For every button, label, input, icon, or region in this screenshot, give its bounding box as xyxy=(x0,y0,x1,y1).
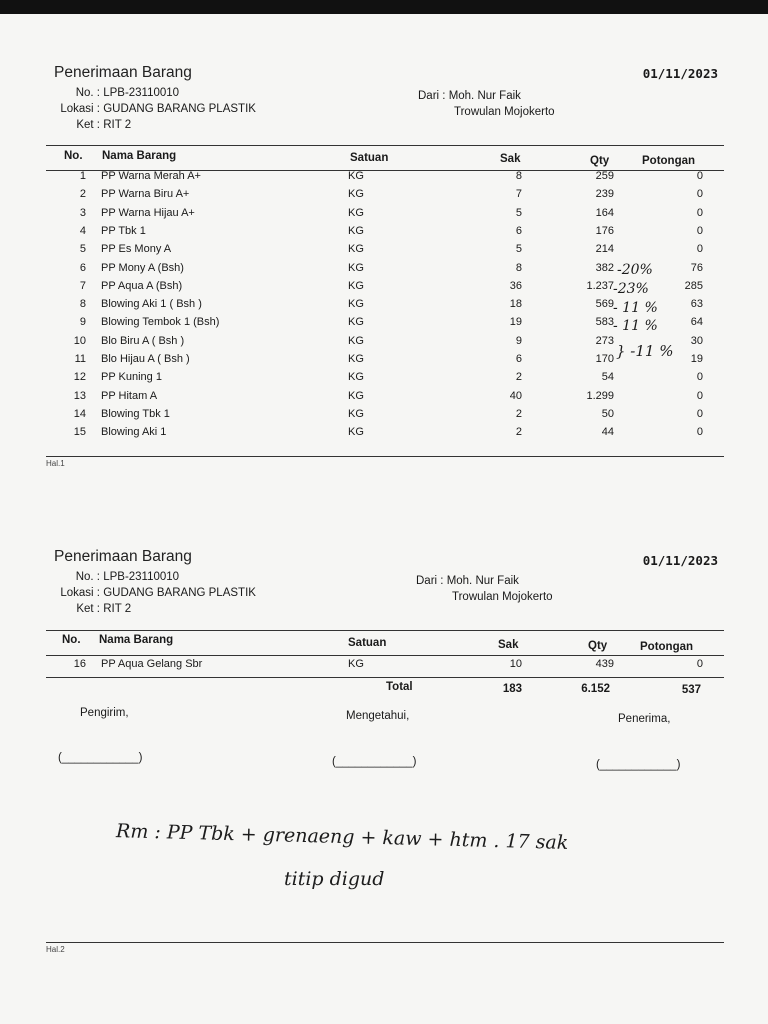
ket-label: Ket : xyxy=(76,119,100,131)
item-potongan: 76 xyxy=(690,261,703,274)
item-sak: 2 xyxy=(515,371,522,384)
item-name: PP Warna Biru A+ xyxy=(101,188,190,201)
item-name: PP Mony A (Bsh) xyxy=(101,261,184,274)
row-number: 4 xyxy=(79,224,86,237)
col-sak-header-page2: Sak xyxy=(498,639,519,651)
item-name: PP Aqua A (Bsh) xyxy=(101,279,183,292)
row-number: 16 xyxy=(73,658,86,670)
item-qty: 44 xyxy=(601,426,614,439)
item-potongan: 64 xyxy=(690,316,703,329)
item-unit: KG xyxy=(348,279,364,292)
signature-penerima-label: Penerima, xyxy=(618,713,671,725)
item-sak: 19 xyxy=(509,316,522,329)
signature-mengetahui-line: (____________) xyxy=(332,756,417,768)
item-qty: 239 xyxy=(595,188,614,201)
lokasi-value: GUDANG BARANG PLASTIK xyxy=(103,103,256,115)
item-qty: 214 xyxy=(595,243,614,256)
item-unit: KG xyxy=(348,389,364,402)
row-number: 15 xyxy=(73,426,86,439)
item-sak: 7 xyxy=(515,188,522,201)
item-qty: 54 xyxy=(601,371,614,384)
row-number: 2 xyxy=(79,188,86,201)
item-qty: 569 xyxy=(595,298,614,311)
row-number: 10 xyxy=(73,334,86,347)
item-qty: 1.299 xyxy=(586,389,614,402)
item-name: PP Es Mony A xyxy=(101,243,172,256)
row-number: 5 xyxy=(79,243,86,256)
item-sak: 40 xyxy=(509,389,522,402)
item-unit: KG xyxy=(348,334,364,347)
row-number: 11 xyxy=(74,353,86,365)
row-number: 3 xyxy=(79,206,86,219)
item-unit: KG xyxy=(348,426,364,439)
document-title: Penerimaan Barang xyxy=(54,64,192,81)
item-sak: 2 xyxy=(515,426,522,439)
item-potongan: 19 xyxy=(690,353,703,365)
row-number: 14 xyxy=(73,407,86,420)
item-unit: KG xyxy=(348,407,364,420)
item-name: Blowing Tbk 1 xyxy=(101,407,170,420)
item-potongan: 0 xyxy=(696,170,703,182)
item-unit: KG xyxy=(348,206,364,219)
item-sak: 2 xyxy=(515,407,522,420)
item-unit: KG xyxy=(348,243,364,256)
item-sak: 36 xyxy=(509,279,522,292)
item-name: PP Hitam A xyxy=(101,389,158,402)
ket-value-page2: RIT 2 xyxy=(103,603,132,615)
no-label-page2: No. : xyxy=(75,571,100,583)
col-no-header-page2: No. xyxy=(62,634,81,646)
item-qty: 583 xyxy=(595,316,614,329)
dari-label: Dari : xyxy=(418,90,446,102)
header-left-block-page2 xyxy=(46,569,256,617)
document-date: 01/11/2023 xyxy=(642,66,718,81)
item-potongan: 285 xyxy=(684,279,703,292)
item-qty: 164 xyxy=(595,206,614,219)
item-potongan: 30 xyxy=(690,334,703,347)
col-qty-header-page2: Qty xyxy=(588,640,608,652)
item-sak: 8 xyxy=(515,170,522,182)
item-sak: 10 xyxy=(509,658,522,670)
page1-footer: Hal.1 xyxy=(46,459,65,468)
item-name: PP Warna Merah A+ xyxy=(101,170,201,182)
col-qty-header: Qty xyxy=(590,155,610,167)
item-qty: 259 xyxy=(595,170,614,182)
col-no-header: No. xyxy=(64,150,83,162)
col-satuan-header: Satuan xyxy=(350,152,389,164)
row-number: 13 xyxy=(73,389,86,402)
table-header-rule-page2 xyxy=(46,655,724,656)
item-potongan: 0 xyxy=(696,206,703,219)
no-label: No. : xyxy=(75,87,100,99)
item-sak: 5 xyxy=(515,206,522,219)
item-name: Blowing Aki 1 xyxy=(101,426,167,439)
handwritten-remark-line1: Rm : PP Tbk + grenaeng + kaw + htm . 17 sak xyxy=(115,820,569,854)
item-name: Blowing Aki 1 ( Bsh ) xyxy=(101,298,202,311)
handwritten-remark-line2: titip digud xyxy=(284,868,385,890)
item-name: PP Kuning 1 xyxy=(101,371,162,384)
total-sak: 183 xyxy=(502,683,522,695)
no-value: LPB-23110010 xyxy=(103,87,180,99)
signature-penerima-line: (____________) xyxy=(596,759,681,771)
item-sak: 18 xyxy=(509,298,522,311)
col-potongan-header-page2: Potongan xyxy=(640,641,694,653)
item-potongan: 0 xyxy=(696,224,703,237)
dari-value-page2: Moh. Nur Faik xyxy=(446,575,519,587)
item-potongan: 63 xyxy=(690,298,703,311)
header-right-block-page2 xyxy=(416,573,553,605)
item-sak: 9 xyxy=(515,334,522,347)
item-unit: KG xyxy=(348,170,364,182)
lokasi-label: Lokasi : xyxy=(60,103,100,115)
col-satuan-header-page2: Satuan xyxy=(348,637,387,649)
item-potongan: 0 xyxy=(696,426,703,439)
page2-bottom-rule xyxy=(46,942,724,943)
item-name: PP Tbk 1 xyxy=(101,224,146,237)
item-sak: 8 xyxy=(515,261,522,274)
handwritten-note-row7: -23% xyxy=(613,281,649,297)
item-name: PP Aqua Gelang Sbr xyxy=(101,658,203,670)
item-name: Blo Biru A ( Bsh ) xyxy=(101,334,185,347)
document-title-page2: Penerimaan Barang xyxy=(54,548,192,565)
signature-pengirim-label: Pengirim, xyxy=(80,707,129,719)
item-unit: KG xyxy=(348,224,364,237)
item-unit: KG xyxy=(348,261,364,274)
item-sak: 6 xyxy=(515,353,522,365)
row-number: 9 xyxy=(79,316,86,329)
row-number: 8 xyxy=(79,298,86,311)
item-unit: KG xyxy=(348,371,364,384)
total-potongan: 537 xyxy=(681,684,701,696)
ket-value: RIT 2 xyxy=(103,119,132,131)
item-qty: 50 xyxy=(601,407,614,420)
item-sak: 5 xyxy=(515,243,522,256)
item-qty: 439 xyxy=(595,658,614,670)
handwritten-note-row10-11: } -11 % xyxy=(616,342,674,360)
ket-label-page2: Ket : xyxy=(76,603,100,615)
lokasi-value-page2: GUDANG BARANG PLASTIK xyxy=(103,587,256,599)
col-potongan-header: Potongan xyxy=(642,155,696,167)
row-number: 7 xyxy=(79,279,86,292)
item-name: Blo Hijau A ( Bsh ) xyxy=(101,353,190,365)
dari-value: Moh. Nur Faik xyxy=(448,90,521,102)
item-qty: 273 xyxy=(595,334,614,347)
row-number: 6 xyxy=(79,261,86,274)
item-unit: KG xyxy=(348,353,364,365)
item-unit: KG xyxy=(348,188,364,201)
item-potongan: 0 xyxy=(696,407,703,420)
item-unit: KG xyxy=(348,298,364,311)
handwritten-note-row8: - 11 % xyxy=(613,300,658,316)
item-qty: 176 xyxy=(595,224,614,237)
dari-city: Trowulan Mojokerto xyxy=(454,106,555,118)
dari-city-page2: Trowulan Mojokerto xyxy=(452,591,553,603)
total-qty: 6.152 xyxy=(581,683,610,695)
table-bottom-rule-page2 xyxy=(46,677,724,678)
row-number: 1 xyxy=(79,170,86,182)
col-name-header: Nama Barang xyxy=(102,150,177,162)
item-unit: KG xyxy=(348,658,364,670)
item-qty: 170 xyxy=(595,353,614,365)
item-qty: 1.237 xyxy=(586,279,614,292)
item-name: PP Warna Hijau A+ xyxy=(101,206,195,219)
item-potongan: 0 xyxy=(696,188,703,201)
item-potongan: 0 xyxy=(696,371,703,384)
document-date-page2: 01/11/2023 xyxy=(642,553,718,568)
item-unit: KG xyxy=(348,316,364,329)
signature-mengetahui-label: Mengetahui, xyxy=(346,710,410,722)
signature-pengirim-line: (____________) xyxy=(58,752,143,764)
total-label: Total xyxy=(386,681,413,693)
col-name-header-page2: Nama Barang xyxy=(99,634,174,646)
row-number: 12 xyxy=(73,371,86,384)
page2-footer: Hal.2 xyxy=(46,945,65,954)
no-value-page2: LPB-23110010 xyxy=(103,571,180,583)
col-sak-header: Sak xyxy=(500,153,521,165)
item-potongan: 0 xyxy=(696,658,703,670)
item-sak: 6 xyxy=(515,224,522,237)
dari-label-page2: Dari : xyxy=(416,575,444,587)
table-row xyxy=(0,658,768,676)
item-qty: 382 xyxy=(595,261,614,274)
item-name: Blowing Tembok 1 (Bsh) xyxy=(101,316,220,329)
item-potongan: 0 xyxy=(696,389,703,402)
handwritten-note-row9: - 11 % xyxy=(613,318,658,334)
lokasi-label-page2: Lokasi : xyxy=(60,587,100,599)
item-potongan: 0 xyxy=(696,243,703,256)
table-top-rule-page2 xyxy=(46,630,724,631)
handwritten-note-row6: -20% xyxy=(617,262,653,278)
